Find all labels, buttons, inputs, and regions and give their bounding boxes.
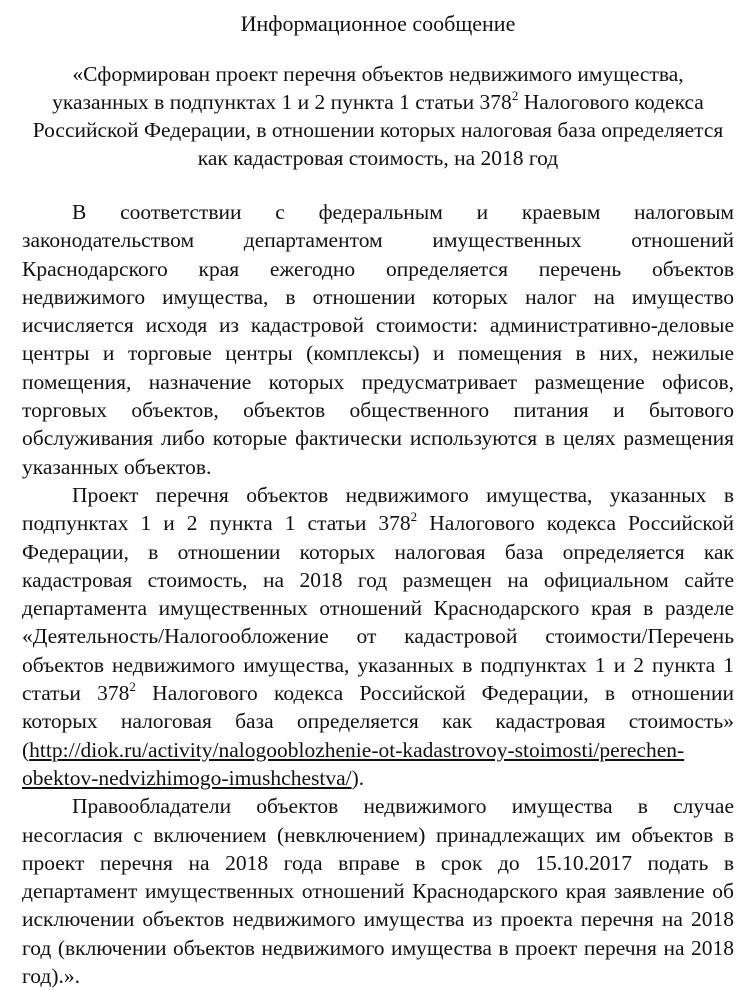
subtitle-superscript: 2 [511,88,519,103]
paragraph-2-part2: Налогового кодекса Российской Федерации, в отношении которых налоговая база определяется как кадастровая стоимость, на 2018 год размещен на официальном сайте департамента имущественных отношений Краснодарского края в разделе «Деятельность/Налогообложение от кадастровой стоимости/Перечень объектов недвижимого имущества, указанных в подпунктах 1 и 2 пункта 1 статьи 378 [22,511,734,706]
paragraph-3: Правообладатели объектов недвижимого имущества в случае несогласия с включением (невключением) принадлежащих им объектов в проект перечня на 2018 года вправе в срок до 15.10.2017 подать в департамент имущественных отношений Краснодарского края заявление об исключении объектов недвижимого имущества из проекта перечня на 2018 год (включении объектов недвижимого имущества в проект перечня на 2018 год).». [22,794,734,989]
paragraph-1: В соответствии с федеральным и краевым налоговым законодательством департаментом имущественных отношений Краснодарского края ежегодно определяется перечень объектов недвижимого имущества, в отношении которых налог на имущество исчисляется исходя из кадастровой стоимости: административно-деловые центры и торговые центры (комплексы) и помещения в них, нежилые помещения, назначение которых предусматривает размещение офисов, торговых объектов, объектов общественного питания и бытового обслуживания либо которые фактически используются в целях размещения указанных объектов. [22,200,734,479]
paragraph-2-part1: Проект перечня объектов недвижимого имущества, указанных в подпунктах 1 и 2 пункта 1 статьи 378 [22,482,734,536]
subtitle-text-part2: Налогового кодекса Российской Федерации, в отношении которых налоговая база определяется как кадастровая стоимость, на 2018 год [32,90,724,170]
paragraph-2-part4: ). [351,765,365,790]
paragraph-2 [22,481,734,792]
perechen-link[interactable]: http://diok.ru/activity/nalogooblozhenie-ot-kadastrovoy-stoimosti/perechen-obektov-nedvizhimogo-imushchestva/ [22,737,685,790]
paragraph-2-part3: Налогового кодекса Российской Федерации, в отношении которых налоговая база определяется как кадастровая стоимость» ( [22,681,734,762]
document-subtitle [22,60,734,172]
subtitle-text-part1: «Сформирован проект перечня объектов недвижимого имущества, указанных в подпунктах 1 и 2 пункта 1 статьи 378 [52,62,684,114]
document-title: Информационное сообщение [240,11,516,36]
paragraph-2-superscript-2: 2 [129,679,136,695]
paragraph-2-superscript-1: 2 [410,509,418,525]
